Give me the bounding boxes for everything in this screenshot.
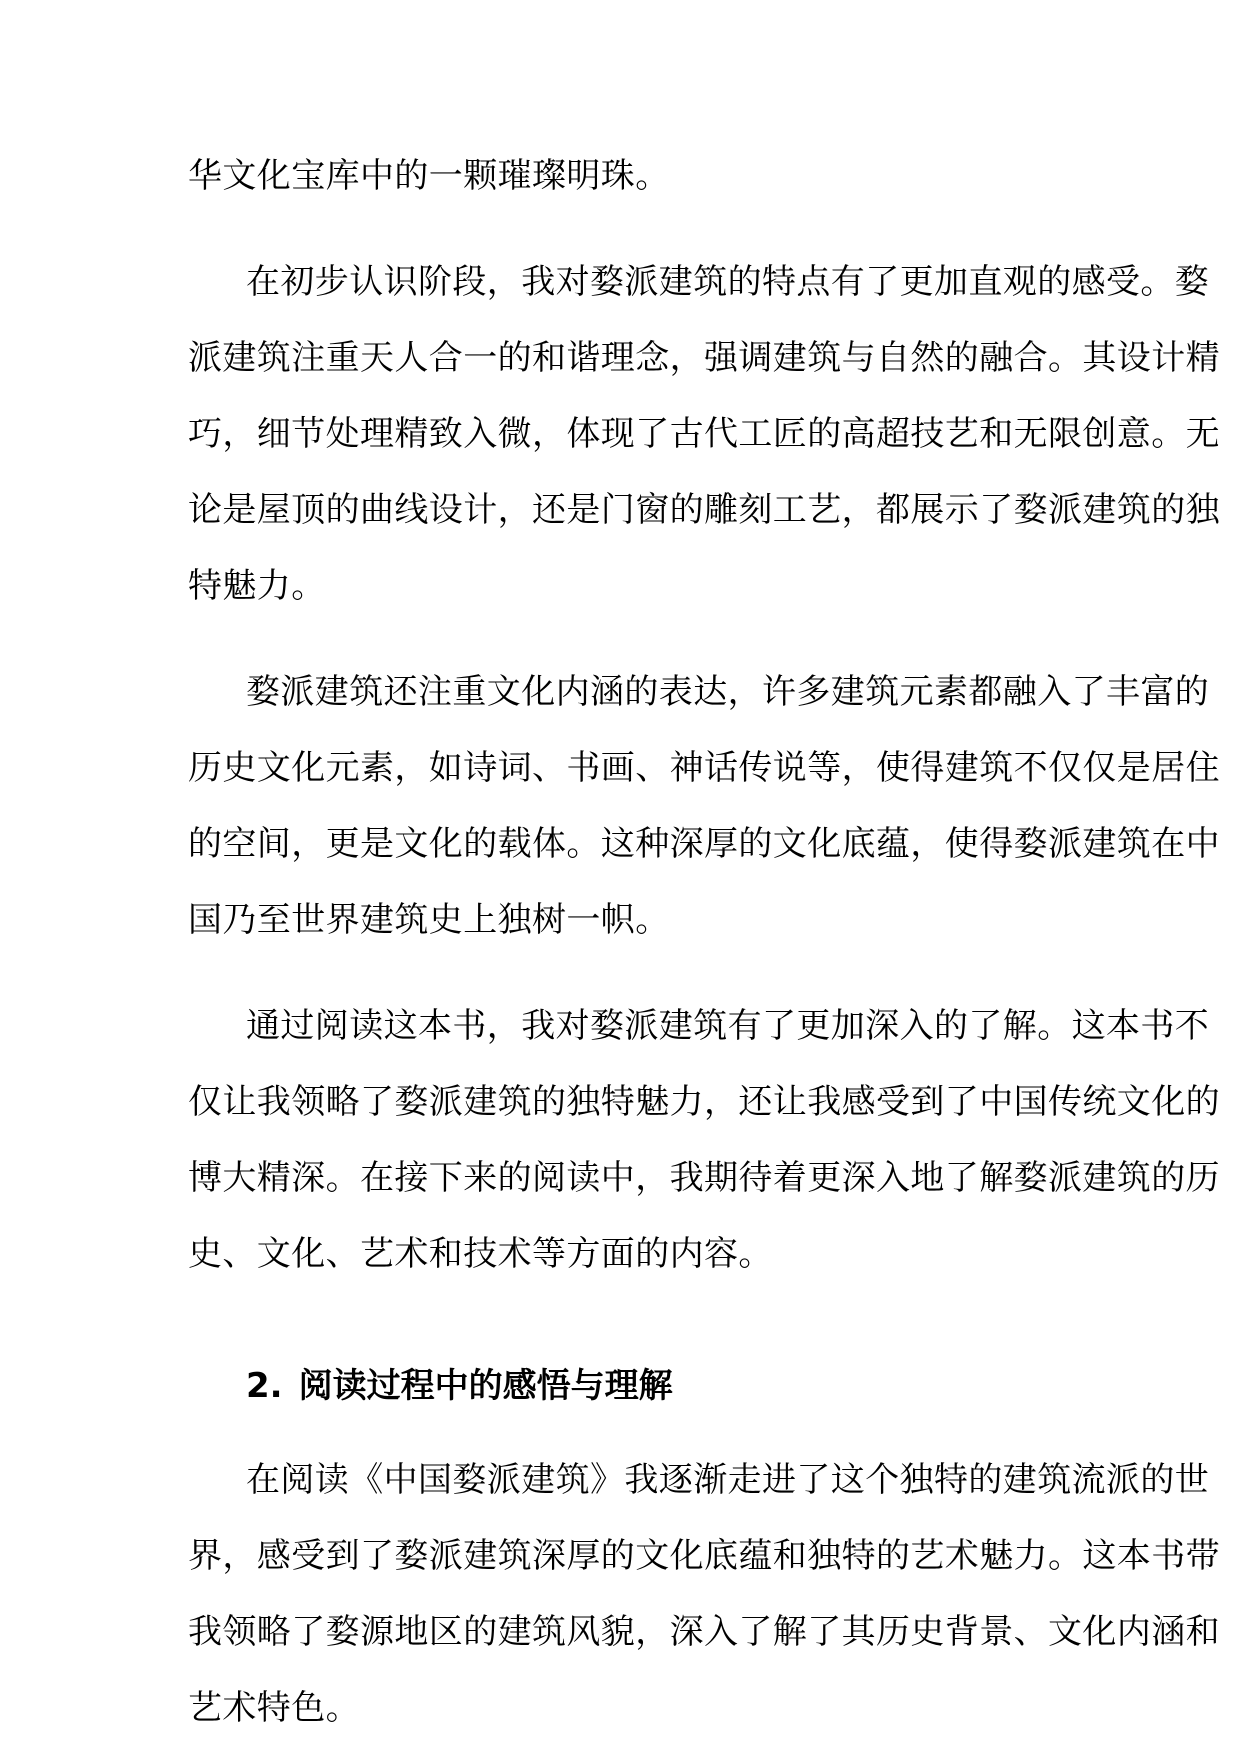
- text-line: 界，感受到了婺派建筑深厚的文化底蕴和独特的艺术魅力。这本书带: [188, 1536, 1220, 1576]
- text-line: 的空间，更是文化的载体。这种深厚的文化底蕴，使得婺派建筑在中: [188, 824, 1220, 864]
- text-line: 巧，细节处理精致入微，体现了古代工匠的高超技艺和无限创意。无: [188, 414, 1220, 454]
- paragraph-continuation: [188, 138, 1060, 214]
- section-title: 阅读过程中的感悟与理解: [298, 1366, 673, 1406]
- paragraph-spacing: [188, 624, 1060, 654]
- text-line: 特魅力。: [188, 566, 326, 606]
- text-line: 史、文化、艺术和技术等方面的内容。: [188, 1234, 773, 1274]
- text-line: 历史文化元素，如诗词、书画、神话传说等，使得建筑不仅仅是居住: [188, 748, 1220, 788]
- section-number: 2.: [246, 1366, 283, 1406]
- text-line: 在阅读《中国婺派建筑》我逐渐走进了这个独特的建筑流派的世: [246, 1460, 1210, 1500]
- text-line: 婺派建筑还注重文化内涵的表达，许多建筑元素都融入了丰富的: [246, 672, 1210, 712]
- body-text: [188, 138, 1220, 1746]
- text-line: 仅让我领略了婺派建筑的独特魅力，还让我感受到了中国传统文化的: [188, 1082, 1220, 1122]
- text-line: 在初步认识阶段，我对婺派建筑的特点有了更加直观的感受。婺: [246, 262, 1210, 302]
- paragraph-initial-impressions: [188, 244, 1220, 624]
- paragraph-spacing: [188, 214, 1060, 244]
- text-line: 国乃至世界建筑史上独树一帜。: [188, 900, 670, 940]
- paragraph-spacing: [188, 958, 1060, 988]
- text-line: 我领略了婺源地区的建筑风貌，深入了解了其历史背景、文化内涵和: [188, 1612, 1220, 1652]
- text-line: 论是屋顶的曲线设计，还是门窗的雕刻工艺，都展示了婺派建筑的独: [188, 490, 1220, 530]
- section-heading: [188, 1348, 1060, 1424]
- section-spacing: [188, 1292, 1060, 1348]
- paragraph-spacing: [188, 1424, 1060, 1442]
- text-line: 华文化宝库中的一颗璀璨明珠。: [188, 156, 670, 196]
- text-line: 艺术特色。: [188, 1688, 360, 1728]
- text-line: 通过阅读这本书，我对婺派建筑有了更加深入的了解。这本书不: [246, 1006, 1210, 1046]
- paragraph-reading-understanding: [188, 988, 1220, 1292]
- paragraph-cultural-connotation: [188, 654, 1220, 958]
- text-line: 派建筑注重天人合一的和谐理念，强调建筑与自然的融合。其设计精: [188, 338, 1220, 378]
- paragraph-reading-insights: [188, 1442, 1220, 1746]
- text-line: 博大精深。在接下来的阅读中，我期待着更深入地了解婺派建筑的历: [188, 1158, 1220, 1198]
